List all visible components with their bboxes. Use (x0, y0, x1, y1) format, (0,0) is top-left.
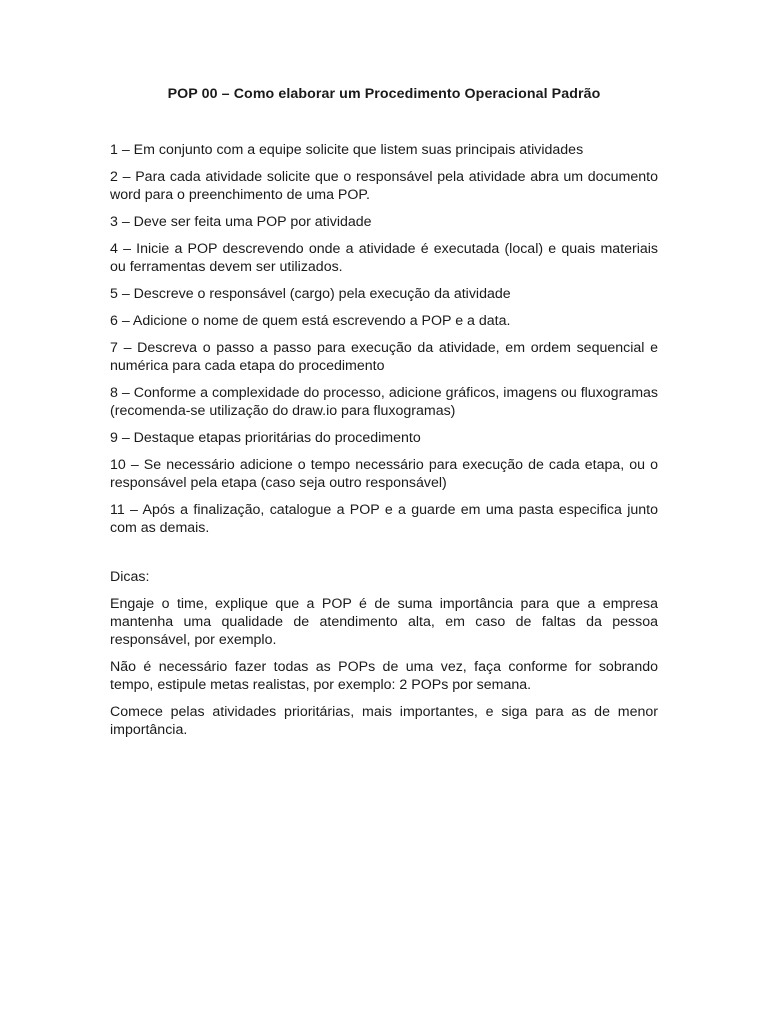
tip-item-2: Não é necessário fazer todas as POPs de uma vez, faça conforme for sobrando tempo, estipule metas realistas, por exemplo: 2 POPs por semana. (110, 659, 658, 693)
step-item-5: 5 – Descreve o responsável (cargo) pela execução da atividade (110, 286, 511, 302)
tip-item-1: Engaje o time, explique que a POP é de suma importância para que a empresa mantenha uma qualidade de atendimento alta, em caso de faltas da pessoa responsável, por exemplo. (110, 596, 658, 648)
document-title: POP 00 – Como elaborar um Procedimento Operacional Padrão (167, 86, 601, 102)
step-item-8: 8 – Conforme a complexidade do processo, adicione gráficos, imagens ou fluxogramas (recomenda-se utilização do draw.io para fluxogramas) (110, 385, 658, 419)
tips-heading: Dicas: (110, 569, 150, 585)
step-item-1: 1 – Em conjunto com a equipe solicite que listem suas principais atividades (110, 142, 584, 158)
step-item-9: 9 – Destaque etapas prioritárias do procedimento (110, 430, 421, 446)
tip-item-3: Comece pelas atividades prioritárias, mais importantes, e siga para as de menor importância. (110, 704, 658, 738)
step-item-10: 10 – Se necessário adicione o tempo necessário para execução de cada etapa, ou o responsável pela etapa (caso seja outro responsável) (110, 457, 658, 491)
step-item-2: 2 – Para cada atividade solicite que o responsável pela atividade abra um documento word para o preenchimento de uma POP. (110, 169, 658, 203)
step-item-11: 11 – Após a finalização, catalogue a POP e a guarde em uma pasta especifica junto com as demais. (110, 502, 658, 536)
step-item-7: 7 – Descreva o passo a passo para execução da atividade, em ordem sequencial e numérica para cada etapa do procedimento (110, 340, 658, 374)
step-item-3: 3 – Deve ser feita uma POP por atividade (110, 214, 372, 230)
document-body (110, 86, 658, 748)
step-item-4: 4 – Inicie a POP descrevendo onde a atividade é executada (local) e quais materiais ou ferramentas devem ser utilizados. (110, 241, 658, 275)
step-item-6: 6 – Adicione o nome de quem está escrevendo a POP e a data. (110, 313, 511, 329)
